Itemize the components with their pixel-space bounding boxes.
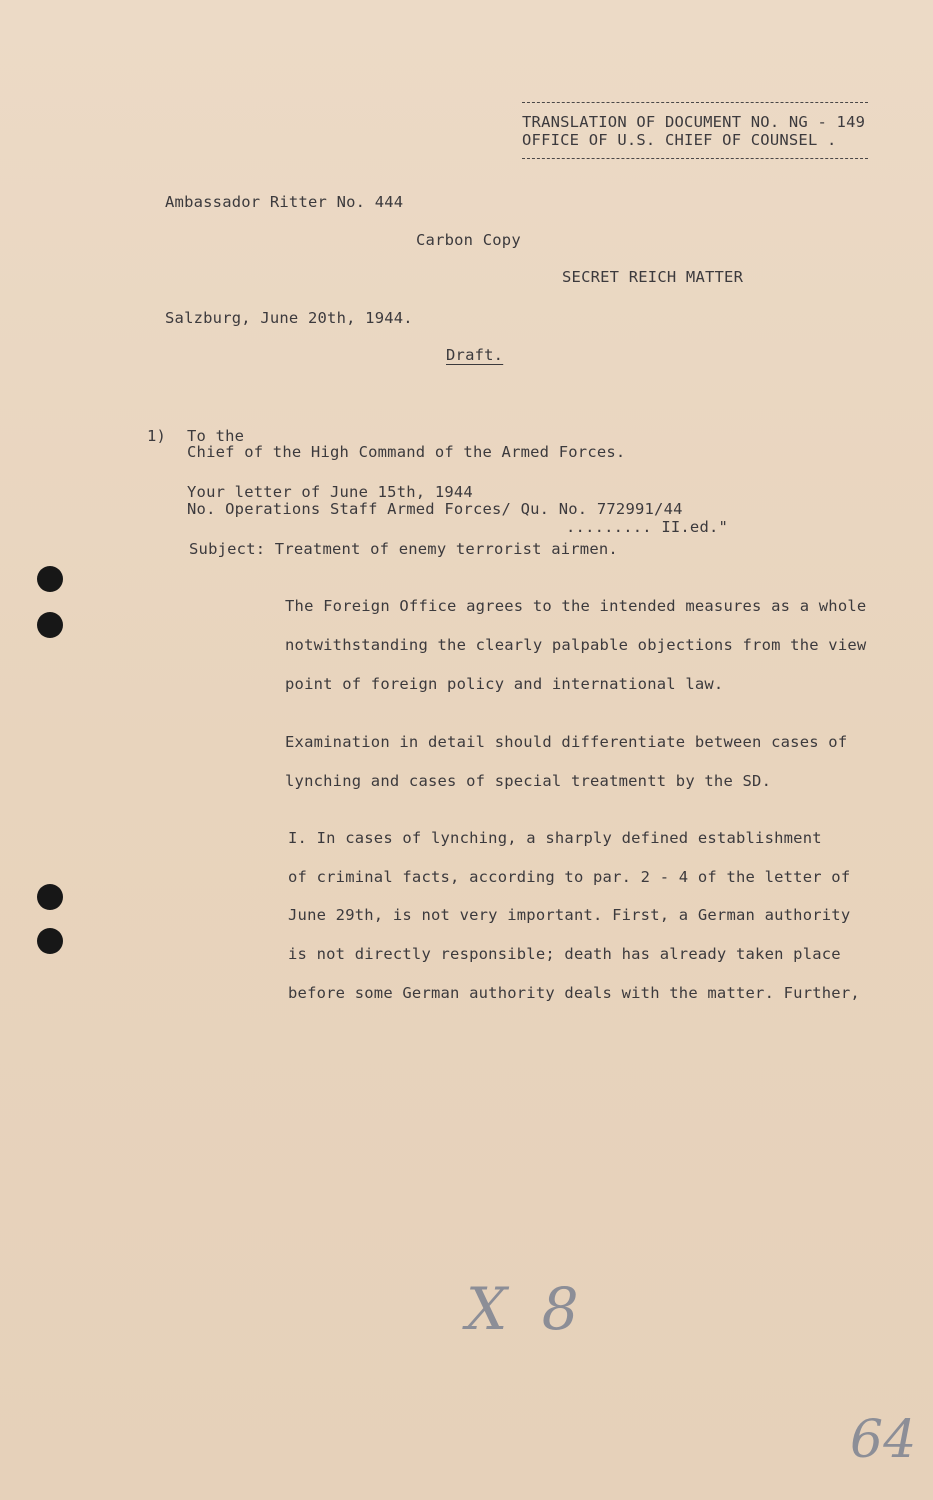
body-line: notwithstanding the clearly palpable objections from the view [285,636,867,654]
body-line: Examination in detail should differentiate between cases of [285,733,848,751]
sender-line: Ambassador Ritter No. 444 [165,193,404,211]
place-date: Salzburg, June 20th, 1944. [165,309,413,327]
header-rule-top [522,102,868,103]
body-line: lynching and cases of special treatmentt by the SD. [285,772,772,790]
header-rule-bottom [522,158,868,159]
punch-hole [37,566,63,592]
punch-hole [37,612,63,638]
subject-line: Subject: Treatment of enemy terrorist airmen. [189,540,618,558]
copy-type: Carbon Copy [416,231,521,249]
classification: SECRET REICH MATTER [562,268,744,286]
item-number: 1) [147,427,167,445]
draft-label: Draft. [446,346,504,364]
body-line: I. In cases of lynching, a sharply defined establishment [288,829,822,847]
punch-hole [37,928,63,954]
recipient-line-2: Chief of the High Command of the Armed Forces. [187,443,626,461]
handwritten-mark: X 8 [466,1275,587,1343]
body-line: before some German authority deals with the matter. Further, [288,984,860,1002]
body-line: point of foreign policy and international law. [285,675,724,693]
reference-suffix: ......... II.ed." [566,518,729,536]
punch-hole [37,884,63,910]
office-header: OFFICE OF U.S. CHIEF OF COUNSEL . [522,131,837,149]
translation-header: TRANSLATION OF DOCUMENT NO. NG - 149 [522,113,866,131]
handwritten-page-number: 64 [850,1410,917,1470]
reference-number: No. Operations Staff Armed Forces/ Qu. No. 772991/44 [187,500,683,518]
body-line: of criminal facts, according to par. 2 - 4 of the letter of [288,868,851,886]
reference-letter: Your letter of June 15th, 1944 [187,483,473,501]
body-line: The Foreign Office agrees to the intended measures as a whole [285,597,867,615]
body-line: June 29th, is not very important. First, a German authority [288,906,851,924]
body-line: is not directly responsible; death has already taken place [288,945,841,963]
recipient-line-1: To the [187,427,245,445]
